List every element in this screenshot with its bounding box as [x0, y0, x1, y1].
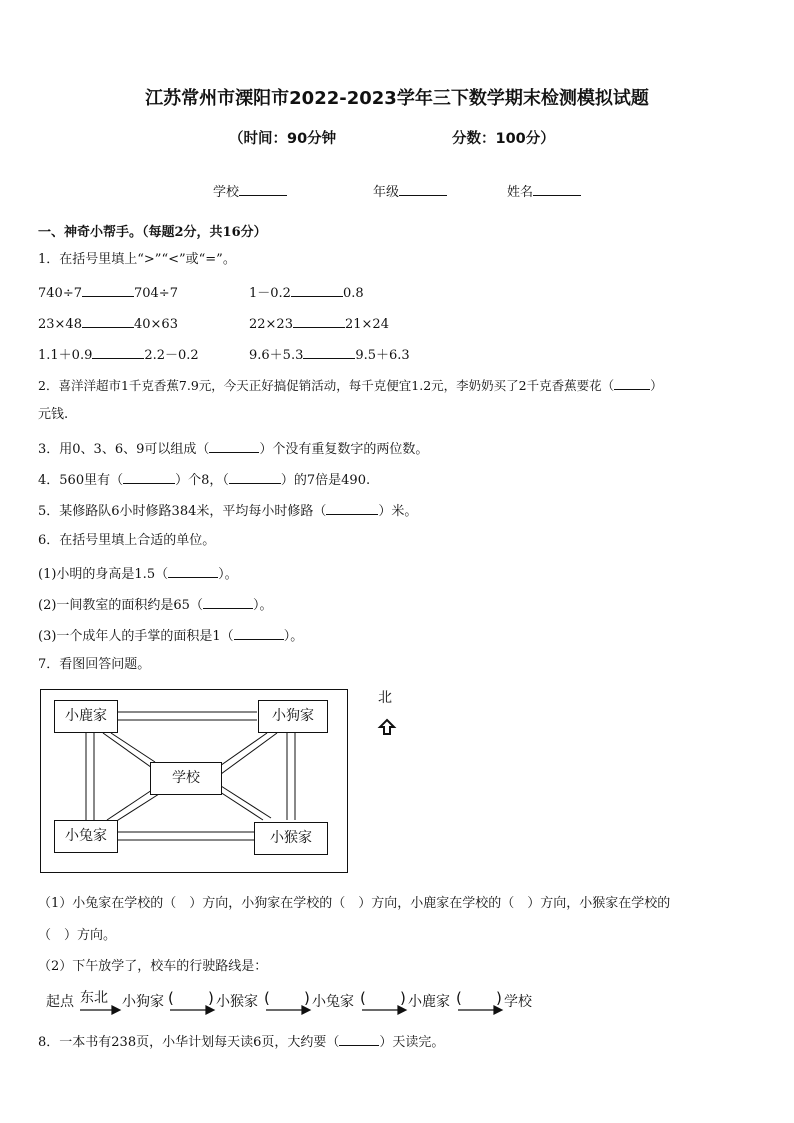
name-label: 姓名	[507, 185, 534, 200]
answer-blank[interactable]	[234, 627, 284, 640]
direction-map	[40, 689, 348, 873]
page-title: 江苏常州市溧阳市2022-2023学年三下数学期末检测模拟试题	[145, 88, 649, 109]
q7-sub1-line2: （ ）方向。	[38, 928, 117, 943]
svg-text:(: (	[360, 989, 366, 1007]
q3: 3．用0、3、6、9可以组成（ ）个没有重复数字的两位数。	[38, 442, 429, 457]
route-stop-deer: 小鹿家	[408, 994, 450, 1010]
svg-text:): )	[400, 989, 406, 1007]
answer-blank[interactable]	[168, 565, 218, 578]
q4: 4．560里有（ ）个8，（ ）的7倍是490.	[38, 473, 371, 488]
score-label: 分数：100分）	[452, 131, 555, 147]
route-stop-dog: 小狗家	[122, 994, 164, 1010]
route-direction-1: 东北	[80, 990, 108, 1006]
q7-sub1-line1: （1）小兔家在学校的（ ）方向，小狗家在学校的（ ）方向，小鹿家在学校的（ ）方向，小猴家在学校的	[38, 896, 671, 911]
q1-row-1a: 740÷7 704÷7	[38, 286, 178, 301]
node-deer-home: 小鹿家	[54, 700, 118, 733]
route-arrows	[0, 985, 794, 1025]
q1-row-2b: 22×23 21×24	[249, 317, 389, 332]
answer-blank[interactable]	[92, 346, 144, 359]
q6-stem: 6．在括号里填上合适的单位。	[38, 533, 216, 548]
node-monkey-home: 小猴家	[254, 822, 328, 855]
q1-stem: 1．在括号里填上“>”“<”或“=”。	[38, 252, 236, 267]
answer-blank[interactable]	[614, 377, 650, 390]
grade-field[interactable]	[373, 183, 447, 199]
node-rabbit-home: 小兔家	[54, 820, 118, 853]
school-label: 学校	[213, 185, 240, 200]
answer-blank[interactable]	[203, 596, 253, 609]
grade-label: 年级	[373, 185, 400, 200]
q2-line1: 2．喜洋洋超市1千克香蕉7.9元，今天正好搞促销活动，每千克便宜1.2元，李奶奶买了2千克香蕉要花（ ）	[38, 378, 663, 393]
answer-blank[interactable]	[339, 1033, 379, 1046]
section-heading: 一、神奇小帮手。（每题2分，共16分）	[38, 225, 267, 240]
answer-blank[interactable]	[291, 284, 343, 297]
answer-blank[interactable]	[82, 315, 134, 328]
route-stop-rabbit: 小兔家	[312, 994, 354, 1010]
route-end-school: 学校	[504, 994, 532, 1010]
name-field[interactable]	[507, 183, 581, 199]
school-field[interactable]	[213, 183, 287, 199]
answer-blank[interactable]	[293, 315, 345, 328]
svg-text:(: (	[456, 989, 462, 1007]
q7-sub2: （2）下午放学了，校车的行驶路线是：	[38, 959, 268, 974]
q5: 5．某修路队6小时修路384米，平均每小时修路（ ）米。	[38, 504, 418, 519]
name-blank[interactable]	[533, 183, 581, 196]
q2-line2: 元钱.	[38, 407, 69, 422]
node-dog-home: 小狗家	[258, 700, 328, 733]
svg-text:): )	[496, 989, 502, 1007]
q1-row-2a: 23×48 40×63	[38, 317, 178, 332]
svg-text:): )	[304, 989, 310, 1007]
q8: 8．一本书有238页，小华计划每天读6页，大约要（ ）天读完。	[38, 1035, 445, 1050]
route-start: 起点	[46, 994, 74, 1010]
q1-row-1b: 1－0.2 0.8	[249, 286, 364, 301]
answer-blank[interactable]	[229, 471, 281, 484]
q7-stem: 7．看图回答问题。	[38, 657, 151, 672]
school-blank[interactable]	[239, 183, 287, 196]
time-label: （时间：90分钟	[229, 131, 337, 147]
route-stop-monkey: 小猴家	[216, 994, 258, 1010]
q1-row-3a: 1.1＋0.9 2.2－0.2	[38, 348, 199, 363]
north-arrow-icon	[377, 718, 397, 736]
q1-row-3b: 9.6＋5.3 9.5＋6.3	[249, 348, 410, 363]
svg-text:): )	[208, 989, 214, 1007]
svg-text:(: (	[264, 989, 270, 1007]
node-school: 学校	[150, 762, 222, 795]
answer-blank[interactable]	[82, 284, 134, 297]
answer-blank[interactable]	[123, 471, 175, 484]
answer-blank[interactable]	[326, 502, 378, 515]
north-label: 北	[378, 690, 392, 706]
q6-item-2: (2)一间教室的面积约是65（ ）。	[38, 598, 273, 613]
answer-blank[interactable]	[209, 440, 259, 453]
answer-blank[interactable]	[303, 346, 355, 359]
q6-item-3: (3)一个成年人的手掌的面积是1（ ）。	[38, 629, 304, 644]
q6-item-1: (1)小明的身高是1.5（ ）。	[38, 567, 238, 582]
grade-blank[interactable]	[399, 183, 447, 196]
svg-text:(: (	[168, 989, 174, 1007]
